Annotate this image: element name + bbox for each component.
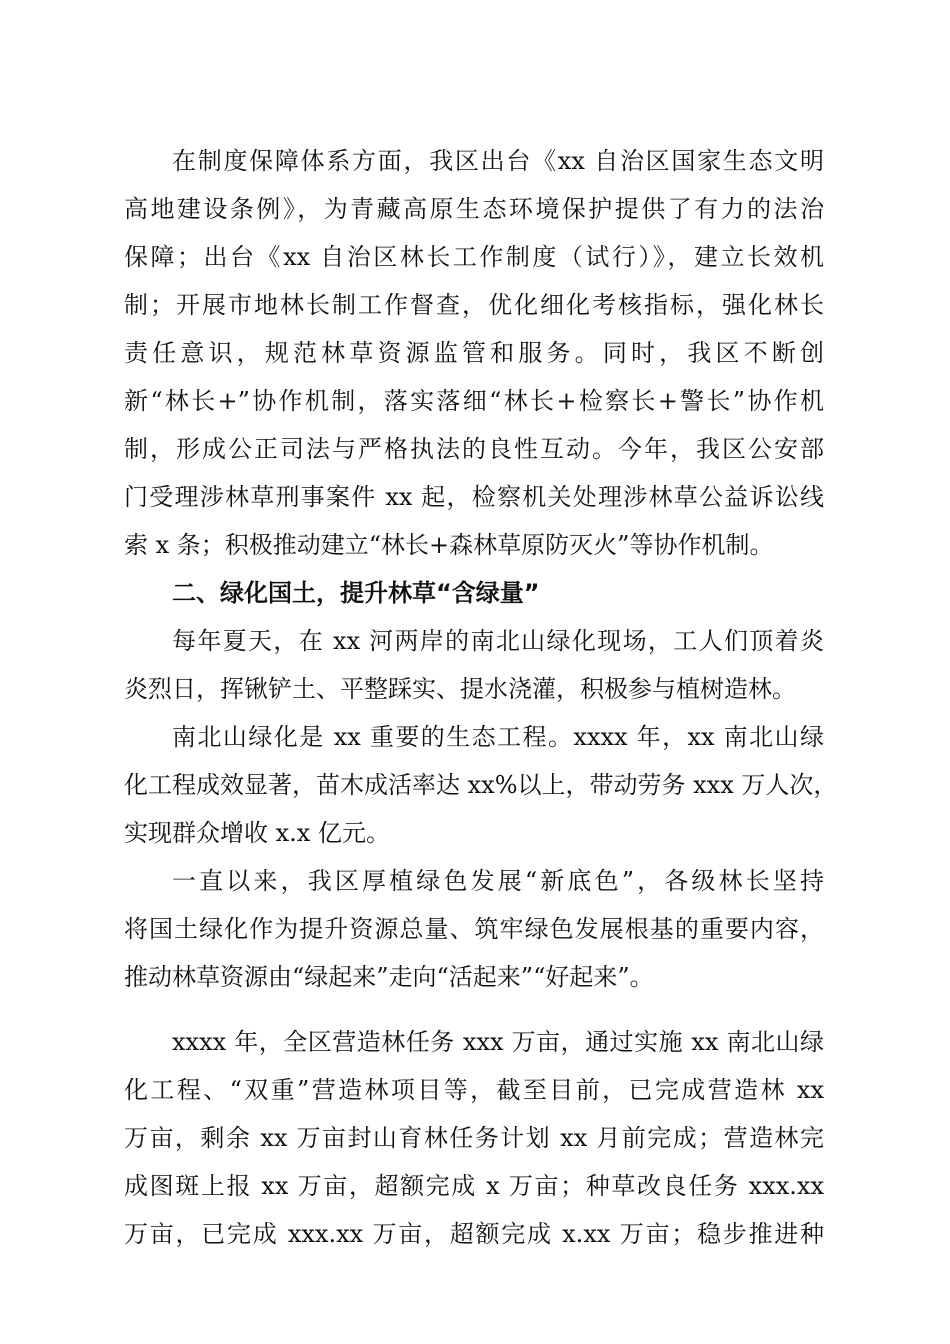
paragraph-2-line-2: 炎烈日，挥锹铲土、平整踩实、提水浇灌，积极参与植树造林。 [124,675,796,703]
paragraph-1-line-5: 责任意识，规范林草资源监管和服务。同时，我区不断创 [124,339,824,367]
paragraph-1-line-8: 门受理涉林草刑事案件 xx 起，检察机关处理涉林草公益诉讼线 [124,483,824,511]
paragraph-1-line-4: 制；开展市地林长制工作督查，优化细化考核指标，强化林长 [124,291,824,319]
paragraph-3-line-3: 实现群众增收 x.x 亿元。 [124,819,390,847]
paragraph-3-line-2: 化工程成效显著，苗木成活率达 xx%以上，带动劳务 xxx 万人次， [124,771,838,799]
section-heading: 二、绿化国土，提升林草“含绿量” [172,579,540,607]
paragraph-1-line-1: 在制度保障体系方面，我区出台《xx 自治区国家生态文明 [172,147,824,175]
paragraph-4-line-2: 将国土绿化作为提升资源总量、筑牢绿色发展根基的重要内容， [124,915,824,943]
paragraph-4-line-1: 一直以来，我区厚植绿色发展“新底色”，各级林长坚持 [172,867,824,895]
paragraph-5-line-5: 万亩，已完成 xxx.xx 万亩，超额完成 x.xx 万亩；稳步推进种 [124,1220,824,1248]
paragraph-5-line-1: xxxx 年，全区营造林任务 xxx 万亩，通过实施 xx 南北山绿 [172,1028,824,1056]
paragraph-1-line-6: 新“林长+”协作机制，落实落细“林长+检察长+警长”协作机 [124,387,824,415]
paragraph-5-line-4: 成图斑上报 xx 万亩，超额完成 x 万亩；种草改良任务 xxx.xx [124,1172,824,1200]
paragraph-3-line-1: 南北山绿化是 xx 重要的生态工程。xxxx 年，xx 南北山绿 [172,723,824,751]
paragraph-1-line-7: 制，形成公正司法与严格执法的良性互动。今年，我区公安部 [124,435,824,463]
paragraph-1-line-9: 索 x 条；积极推动建立“林长+森林草原防灭火”等协作机制。 [124,531,774,559]
paragraph-1-line-2: 高地建设条例》，为青藏高原生态环境保护提供了有力的法治 [124,195,824,223]
paragraph-5-line-2: 化工程、“双重”营造林项目等，截至目前，已完成营造林 xx [124,1076,824,1104]
paragraph-5-line-3: 万亩，剩余 xx 万亩封山育林任务计划 xx 月前完成；营造林完 [124,1124,824,1152]
paragraph-2-line-1: 每年夏天，在 xx 河两岸的南北山绿化现场，工人们顶着炎 [172,627,824,655]
paragraph-4-line-3: 推动林草资源由“绿起来”走向“活起来”“好起来”。 [124,963,654,991]
paragraph-1-line-3: 保障；出台《xx 自治区林长工作制度（试行）》，建立长效机 [124,243,824,271]
